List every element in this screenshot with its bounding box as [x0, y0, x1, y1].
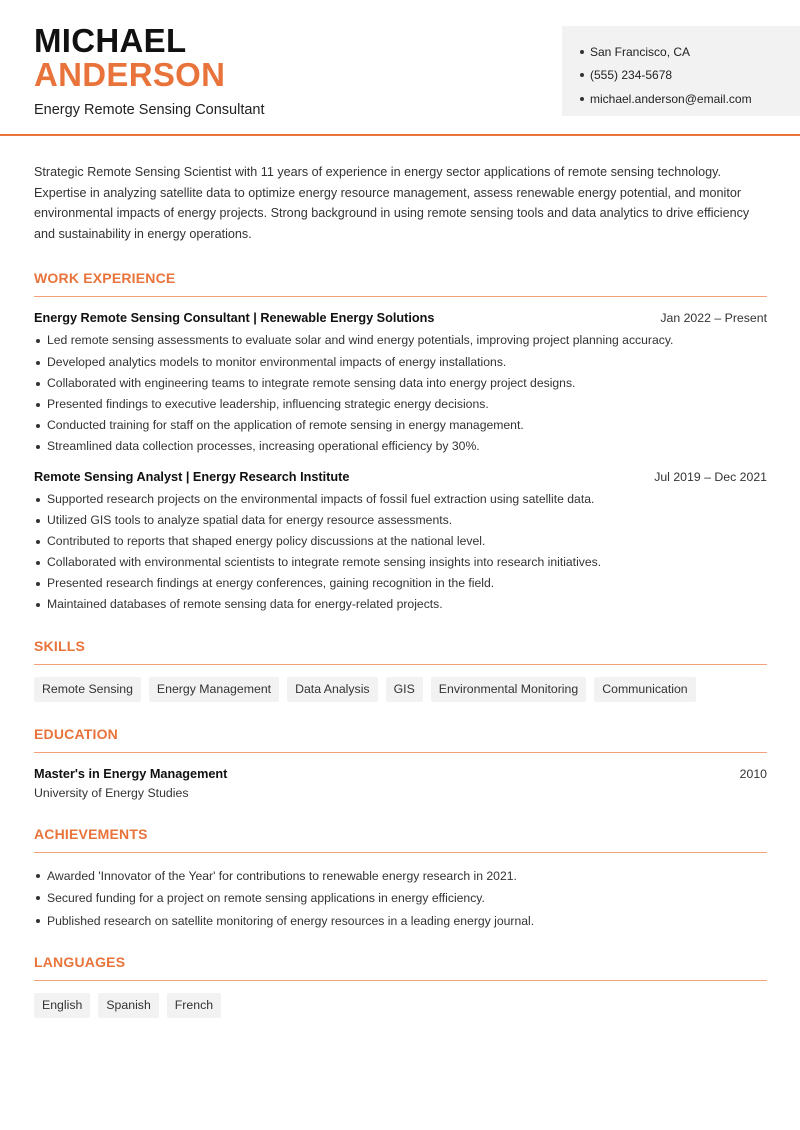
list-item: Utilized GIS tools to analyze spatial data for energy resource assessments.	[34, 510, 767, 531]
job-bullets	[34, 330, 767, 457]
list-item: Contributed to reports that shaped energy policy discussions at the national level.	[34, 531, 767, 552]
name-block	[34, 24, 265, 118]
contact-location	[580, 40, 800, 64]
summary: Strategic Remote Sensing Scientist with 11 years of experience in energy sector applications of remote sensing technology. Expertise in analyzing satellite data to optimize energy resource management, assess renewable energy potential, and monitor environmental impacts of energy projects. Strong background in using remote sensing tools and data analytics to drive efficiency and sustainability in energy operations.	[34, 165, 750, 241]
contact-email	[580, 87, 800, 111]
list-item: Maintained databases of remote sensing data for energy-related projects.	[34, 594, 767, 615]
list-item: Presented research findings at energy conferences, gaining recognition in the field.	[34, 573, 767, 594]
skills-list	[34, 677, 767, 702]
last-name: ANDERSON	[34, 56, 226, 93]
list-item: Presented findings to executive leadership, influencing strategic energy decisions.	[34, 394, 767, 415]
bullet-icon	[580, 97, 584, 101]
languages-section	[34, 954, 767, 1018]
list-item: Collaborated with environmental scientists to integrate remote sensing insights into research initiatives.	[34, 552, 767, 573]
language-tag: English	[34, 993, 90, 1018]
languages-list	[34, 993, 767, 1018]
job-role: Remote Sensing Analyst | Energy Research Institute	[34, 469, 350, 484]
skill-tag: Energy Management	[149, 677, 279, 702]
first-name: MICHAEL	[34, 22, 187, 59]
education-entry	[34, 767, 767, 800]
skill-tag: Remote Sensing	[34, 677, 141, 702]
education-section	[34, 726, 767, 800]
resume-body	[34, 162, 767, 1018]
education-degree: Master's in Energy Management	[34, 766, 228, 781]
job-date: Jul 2019 – Dec 2021	[654, 469, 767, 484]
job-title: Energy Remote Sensing Consultant	[34, 102, 265, 118]
skills-section	[34, 638, 767, 702]
section-title-education: EDUCATION	[34, 726, 767, 753]
list-item: Secured funding for a project on remote sensing applications in energy efficiency.	[34, 887, 767, 910]
skill-tag: GIS	[386, 677, 423, 702]
list-item: Led remote sensing assessments to evaluate solar and wind energy potentials, improving project planning accuracy.	[34, 330, 767, 351]
bullet-icon	[580, 73, 584, 77]
section-title-work: WORK EXPERIENCE	[34, 270, 767, 297]
section-title-skills: SKILLS	[34, 638, 767, 665]
contact-location-text: San Francisco, CA	[590, 44, 691, 59]
list-item: Supported research projects on the environmental impacts of fossil fuel extraction using satellite data.	[34, 489, 767, 510]
job-entry	[34, 470, 767, 616]
list-item: Published research on satellite monitoring of energy resources in a leading energy journal.	[34, 910, 767, 933]
skill-tag: Data Analysis	[287, 677, 378, 702]
job-entry	[34, 311, 767, 457]
job-role: Energy Remote Sensing Consultant | Renewable Energy Solutions	[34, 311, 435, 326]
list-item: Collaborated with engineering teams to integrate remote sensing data into energy project designs.	[34, 373, 767, 394]
education-year: 2010	[739, 766, 767, 781]
section-title-achievements: ACHIEVEMENTS	[34, 826, 767, 853]
bullet-icon	[580, 50, 584, 54]
language-tag: French	[167, 993, 221, 1018]
skill-tag: Environmental Monitoring	[431, 677, 586, 702]
job-date: Jan 2022 – Present	[660, 311, 767, 326]
education-school: University of Energy Studies	[34, 785, 189, 800]
resume-header	[0, 0, 800, 136]
skill-tag: Communication	[594, 677, 695, 702]
language-tag: Spanish	[98, 993, 158, 1018]
education-header	[34, 767, 767, 781]
achievements-section	[34, 826, 767, 933]
section-title-languages: LANGUAGES	[34, 954, 767, 981]
list-item: Conducted training for staff on the application of remote sensing in energy management.	[34, 415, 767, 436]
contact-email-text: michael.anderson@email.com	[590, 91, 752, 106]
work-section	[34, 270, 767, 615]
contact-phone	[580, 64, 800, 88]
list-item: Developed analytics models to monitor environmental impacts of energy installations.	[34, 352, 767, 373]
job-header	[34, 470, 767, 484]
list-item: Awarded 'Innovator of the Year' for contributions to renewable energy research in 2021.	[34, 865, 767, 888]
contact-phone-text: (555) 234-5678	[590, 68, 673, 83]
list-item: Streamlined data collection processes, increasing operational efficiency by 30%.	[34, 436, 767, 457]
job-bullets	[34, 489, 767, 616]
job-header	[34, 311, 767, 325]
achievements-list	[34, 865, 767, 933]
contact-box	[562, 26, 800, 116]
